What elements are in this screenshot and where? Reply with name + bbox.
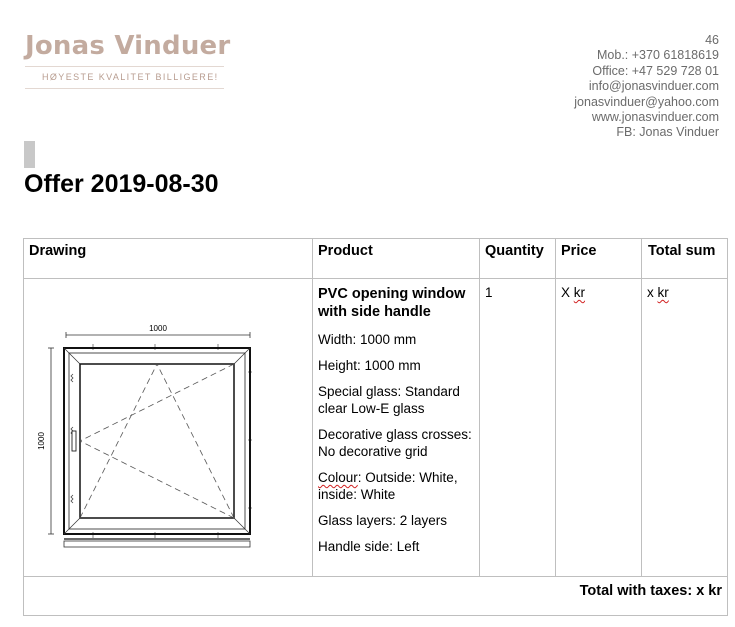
- product-width: Width: 1000 mm: [318, 332, 417, 347]
- product-height: Height: 1000 mm: [318, 358, 421, 373]
- offer-title: Offer 2019-08-30: [24, 170, 219, 198]
- contact-facebook: FB: Jonas Vinduer: [616, 125, 719, 140]
- table-border-header: [23, 278, 728, 279]
- contact-number: 46: [705, 33, 719, 47]
- header-product: Product: [318, 243, 373, 259]
- product-special-glass: Special glass: Standard clear Low-E glass: [318, 384, 460, 416]
- height-label: 1000: [37, 432, 46, 450]
- outer-frame: [64, 348, 250, 534]
- offer-table: [23, 238, 728, 616]
- header-quantity: Quantity: [485, 243, 544, 259]
- product-name: PVC opening window with side handle: [318, 286, 466, 320]
- product-glass-layers: Glass layers: 2 layers: [318, 513, 448, 528]
- table-col-divider: [312, 238, 313, 577]
- table-border-bottom: [23, 615, 728, 616]
- colour-value: : Outside: White, inside: White: [318, 470, 458, 502]
- table-border-row: [23, 576, 728, 577]
- total-unit: kr: [657, 285, 669, 300]
- header-drawing: Drawing: [29, 243, 87, 259]
- contact-website[interactable]: www.jonasvinduer.com: [591, 110, 719, 125]
- table-border-right: [727, 238, 728, 616]
- width-label: 1000: [149, 324, 167, 333]
- product-decorative-glass: Decorative glass crosses: No decorative grid: [318, 427, 472, 459]
- opening-indicator: [80, 364, 234, 518]
- section-marker: [24, 141, 35, 168]
- window-sill: [64, 541, 250, 547]
- contact-mobile: Mob.: +370 61818619: [597, 48, 719, 63]
- company-logo: [25, 30, 231, 89]
- price-unit: kr: [573, 285, 586, 300]
- window-drawing: [28, 282, 258, 552]
- total-amount: x: [647, 285, 658, 300]
- table-col-divider: [641, 238, 642, 577]
- price-value: [561, 285, 585, 300]
- table-border-top: [23, 238, 728, 239]
- product-handle-side: Handle side: Left: [318, 539, 420, 554]
- contact-block: [574, 33, 719, 141]
- contact-email-yahoo[interactable]: jonasvinduer@yahoo.com: [574, 94, 719, 109]
- total-sum-value: [647, 285, 669, 300]
- glass-frame: [80, 364, 234, 518]
- logo-tagline: HØYESTE KVALITET BILLIGERE!: [25, 66, 224, 89]
- total-with-taxes: Total with taxes: x kr: [579, 583, 722, 599]
- product-colour: [318, 469, 483, 503]
- handle-icon: [72, 431, 76, 451]
- price-amount: X: [561, 285, 574, 300]
- table-border-left: [23, 238, 24, 616]
- contact-email-info[interactable]: info@jonasvinduer.com: [588, 79, 719, 94]
- table-col-divider: [555, 238, 556, 577]
- product-details: [318, 285, 483, 564]
- logo-name: Jonas Vinduer: [25, 31, 231, 61]
- sash-frame: [69, 353, 245, 529]
- header-total-sum: Total sum: [648, 243, 716, 259]
- colour-word: Colour: [318, 470, 358, 485]
- header-price: Price: [561, 243, 597, 259]
- quantity-value: 1: [485, 285, 493, 300]
- contact-office: Office: +47 529 728 01: [592, 63, 719, 78]
